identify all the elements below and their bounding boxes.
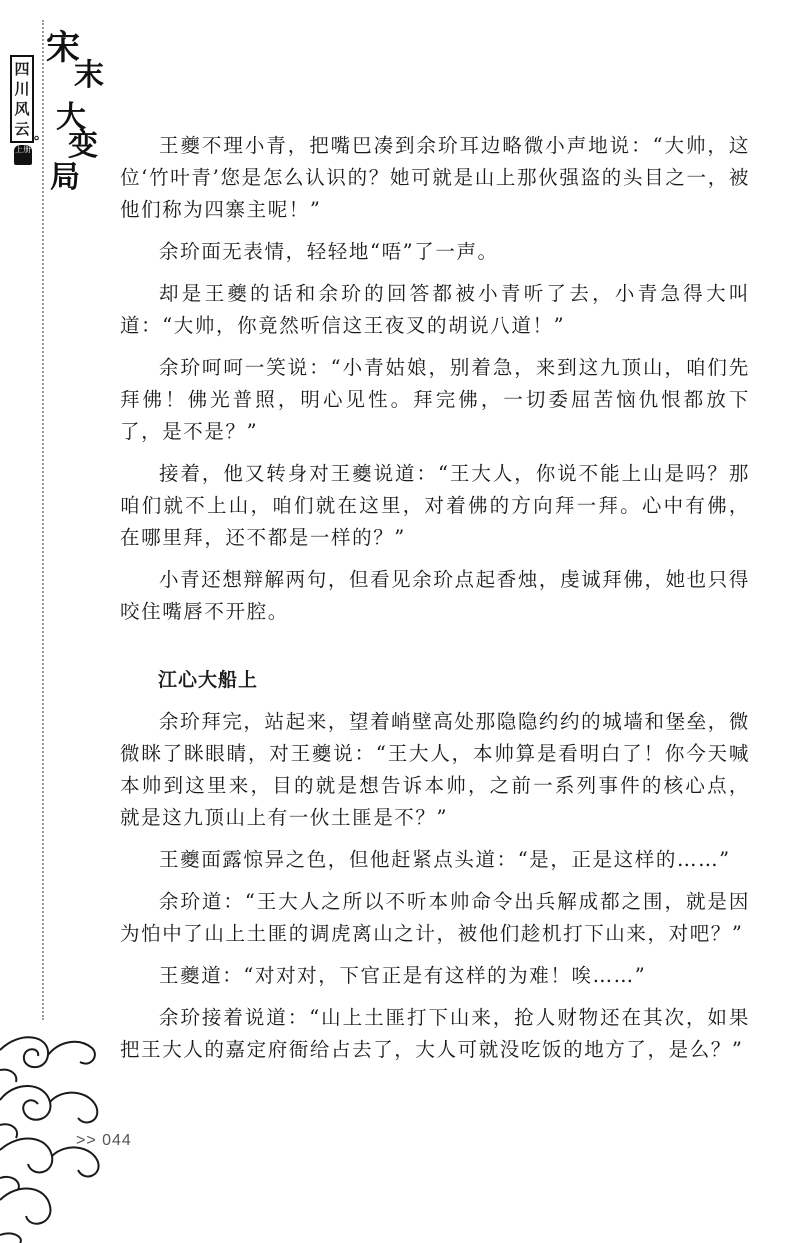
paragraph: 余玠面无表情，轻轻地“唔”了一声。 (159, 240, 499, 263)
title-char: 宋 (46, 28, 80, 68)
paragraph: 王夔面露惊异之色，但他赶紧点头道：“是，正是这样的……” (159, 848, 731, 871)
page-number: >> 044 (76, 1132, 132, 1149)
chapter-text (120, 130, 750, 1076)
paragraph: 接着，他又转身对王夔说道：“王大人，你说不能上山是吗？那咱们就不上山，咱们就在这里，对着佛的方向拜一拜。心中有佛，在哪里拜，还不都是一样的？” (120, 462, 750, 549)
volume-tag: 上册 (14, 145, 32, 165)
title-char: 变 (68, 128, 98, 163)
series-char: 四 (14, 60, 30, 78)
paragraph: 余玠道：“王大人之所以不听本帅命令出兵解成都之围，就是因为怕中了山上土匪的调虎离山之计，被他们趁机打下山来，对吧？” (120, 890, 750, 945)
series-char: 风 (14, 100, 30, 118)
title-char: 末 (74, 58, 104, 93)
book-title-calligraphy (44, 20, 104, 195)
title-char: 大 (56, 100, 86, 135)
paragraph: 王夔不理小青，把嘴巴凑到余玠耳边略微小声地说：“大帅，这位‘竹叶青’您是怎么认识的？她可就是山上那伙强盗的头目之一，被他们称为四寨主呢！” (120, 134, 750, 221)
paragraph: 小青还想辩解两句，但看见余玠点起香烛，虔诚拜佛，她也只得咬住嘴唇不开腔。 (120, 568, 750, 623)
paragraph: 余玠拜完，站起来，望着峭壁高处那隐隐约约的城墙和堡垒，微微眯了眯眼睛，对王夔说：“王大人，本帅算是看明白了！你今天喊本帅到这里来，目的就是想告诉本帅，之前一系列事件的核心点，就是这九顶山上有一伙土匪是不？” (120, 710, 750, 829)
paragraph: 王夔道：“对对对，下官正是有这样的为难！唉……” (159, 964, 647, 987)
section-heading: 江心大船上 (158, 669, 259, 691)
title-char: 局 (50, 160, 80, 195)
paragraph: 余玠接着说道：“山上土匪打下山来，抢人财物还在其次，如果把王大人的嘉定府衙给占去了，大人可就没吃饭的地方了，是么？” (120, 1006, 750, 1061)
series-char: 川 (14, 80, 30, 98)
paragraph: 却是王夔的话和余玠的回答都被小青听了去，小青急得大叫道：“大帅，你竟然听信这王夜叉的胡说八道！” (120, 282, 750, 337)
series-char: 云 (14, 120, 30, 138)
cloud-ornament-icon (0, 1010, 110, 1243)
series-dot: 。 (34, 127, 48, 143)
series-label-box (10, 55, 34, 143)
paragraph: 余玠呵呵一笑说：“小青姑娘，别着急，来到这九顶山，咱们先拜佛！佛光普照，明心见性。拜完佛，一切委屈苦恼仇恨都放下了，是不是？” (120, 356, 750, 443)
